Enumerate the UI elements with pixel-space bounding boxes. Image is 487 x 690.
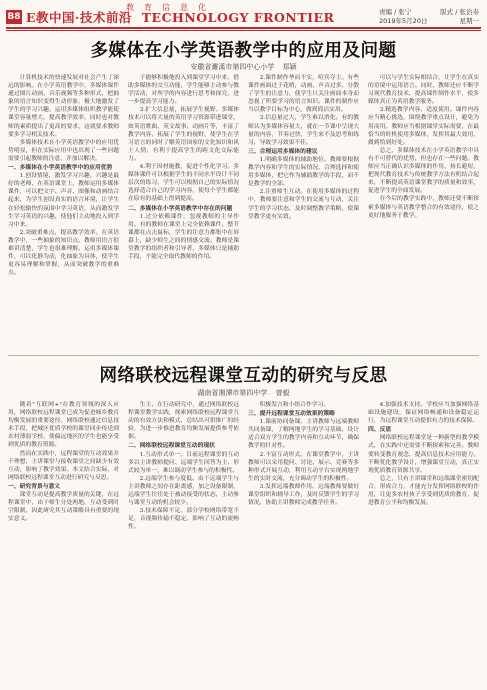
article2-title: 网络联校远程课堂互动的研究与反思 [99,366,388,386]
paragraph: 2.课件制作华而不实，喧宾夺主。有些课件画面过于花哨，动画、声音过多，分散了学生的注意力，使学生只关注画面本身而忽视了所要学习的语言知识。课件的制作应当以教学目标为中心，做到简洁实用。 [248,75,359,114]
paragraph: 生主、在行动研究中，通过网络联校远程课堂教学实践，探索网络联校远程课堂互动的有效方法和模式，总结出可供推广的经验，为进一步推进教育均衡发展提供参考依据。 [128,402,239,441]
designer-credit: 版式 / 张治寿 [440,8,479,16]
series-title: 教育信息化 [126,3,216,12]
paragraph: 然而在实践中，远程课堂的互动效果并不理想，主讲课堂与接收课堂之间缺少有效互动，影响了教学效果。本文结合实际，对网络联校远程课堂互动进行研究与反思。 [8,450,119,481]
header-rule [6,27,481,29]
paragraph: 多媒体技术在小学英语教学中的应用优势明显，但在实际应用中也出现了一些问题需要引起教师的注意，并加以解决。 [8,139,119,162]
section-heading: 一、多媒体在小学英语教学中的应用优势 [8,165,113,172]
article2-byline [0,388,487,398]
article2-column [248,401,359,687]
paragraph: 在今后的教学实践中，教师还要不断探索多媒体与英语教学整合的有效途径，使之更好地服务于教学。 [368,196,479,219]
paragraph: 4.利于因材施教，促进个性化学习。多媒体课件可以根据学生的不同水平设计不同层次的练习，学生可以根据自己的实际情况选择适合自己的学习内容，使每个学生都能在原有的基础上得到提高。 [128,164,239,203]
paragraph: 计算机技术的快速发展对社会产生了深远的影响。在小学英语教学中，多媒体课件通过图片动画、音乐视频等多种形式，把抽象的语言知识变得生动形象，极大地激发了学生的学习兴趣。运用多媒体组织教学能使课堂容量增大，提高教学效率，同时也对教师的素质提出了更高的要求，这就要求教师要多学习相关技术。 [8,75,119,138]
paragraph: 3.发挥远端教师作用。远端教师要做好课堂组织和辅导工作，及时反馈学生的学习情况，协助主讲教师完成教学任务。 [248,483,359,507]
article2-column [128,401,239,687]
article1-byline [0,62,487,72]
issue-weekday: 星期一 [459,17,479,25]
issue-info [379,8,479,26]
paragraph: 1.过分依赖课件，忽视教师的主导作用。有的教师在课堂上完全依赖课件，整节课都在点击鼠标，学生的注意力都集中在屏幕上，缺少师生之间的情感交流。教师是课堂教学的组织者和引导者，多媒体只是辅助手段，不能完全取代教师的作用。 [128,213,239,261]
paragraph: 课堂互动是提高教学质量的关键，在远程课堂中，由于师生分处两地，互动受到时空限制，因此研究其互动策略具有重要的现实意义。 [8,492,119,523]
edition-english: TECHNOLOGY FRONTIER [141,10,335,25]
paragraph: 总之，多媒体技术在小学英语教学中具有不可替代的优势，但也存在一些问题。教师应当正确认识多媒体的作用，扬长避短，把现代教育技术与传统教学方法有机结合起来，不断提高英语课堂教学的质量和效率，促进学生的全面发展。 [368,147,479,195]
header-rule-thin [6,30,481,31]
article1-author: 郑颖 [282,63,297,71]
article1-column [248,74,359,350]
paragraph: 1.创设情境，激发学习兴趣。兴趣是最好的老师，在英语课堂上，教师运用多媒体课件，可以把文字、声音、图像和动画结合起来，为学生创设真实的语言环境，让学生在轻松愉快的氛围中学习英语，从而激发学生学习英语的兴趣，使他们主动地投入到学习中来。 [8,173,119,228]
article2-author: 曾毅 [275,389,290,397]
article1-column [8,74,119,350]
article1-column [128,74,239,350]
section-heading: 一、研究背景与意义 [8,483,61,490]
section-heading: 三、提升远程课堂互动效果的策略 [248,411,335,418]
edition-title [26,8,334,26]
article1-title: 多媒体在小学英语教学中的应用及问题 [90,41,397,61]
article1-body [8,74,479,350]
paragraph: 2.突破重难点，提高教学效率。在英语教学中，一些抽象的知识点，教师用语言很难讲清楚，学生也很难理解。运用多媒体课件，可以化静为动，化抽象为具体，使学生更容易理解和掌握，从而突破教学的重难点。 [8,229,119,277]
paragraph: 可以与学生实际相结合，让学生在真实的语境中运用语言。同时，教师还应不断学习现代教育技术，提高课件制作水平，使多媒体真正为英语教学服务。 [368,75,479,106]
edition-name: E教中国·技术前沿 [26,10,132,25]
page-number-badge: B8 [7,12,21,22]
article2-column [8,401,119,687]
paragraph: 总之，只有主讲课堂和远端课堂密切配合，形成合力，才能充分发挥网络联校的作用，让更多农村孩子享受到优质的教育，促进教育公平和均衡发展。 [368,475,479,507]
paragraph: 4.加强技术支持。学校应当加强网络基础设施建设，保证网络畅通和设备稳定运行，为远程课堂互动提供有力的技术保障。 [368,402,479,425]
editor-credit: 责编 / 张宁 [379,8,412,16]
paragraph: 2.远端学生参与度低。由于远端学生与主讲教师之间存在距离感，加之设备限制，远端学生往往处于被动接受的状态，主动参与课堂互动的机会较少。 [128,475,239,507]
article2-school: 湖南省湘潭市第四中学 [197,389,268,397]
paragraph: 1.明确多媒体的辅助地位。教师要根据教学内容和学生的实际情况，合理选择和使用多媒体，把它作为辅助教学的手段，而不是教学的全部。 [248,156,359,188]
issue-date: 2019年5月20日 [379,17,428,25]
masthead [0,0,487,36]
paragraph: 子能够积极地投入到课堂学习中来。借助多媒体的交互功能，学生能够主动参与教学活动，对所学的内容进行思考和探究，进一步提高学习能力。 [128,75,239,106]
article-divider [8,355,479,356]
section-heading: 三、合理运用多媒体的建议 [248,148,318,155]
paragraph: 3.技术保障不足。部分学校网络带宽不足，音视频传输不稳定，影响了互动的流畅性。 [128,508,239,531]
paragraph: 3.扩大信息量，拓展学生视野。多媒体技术可以将大量的英语学习资源带进课堂，如英语歌曲、英文故事、动画片等，丰富了教学内容，拓展了学生的视野，使学生在学习语言的同时了解英语国家的文化知识和风土人情，有利于提高学生的跨文化交际能力。 [128,107,239,162]
article2-column [368,401,479,687]
section-heading: 二、多媒体在小学英语教学中存在的问题 [128,205,233,212]
paragraph: 积极发言和小组合作学习。 [259,402,330,408]
paragraph: 1.课前协同备课。主讲教师与远端教师共同备课，了解两地学生的学习基础，设计适合双方学生的教学内容和互动环节，确保教学的针对性。 [248,419,359,450]
paragraph: 3.精选教学内容，适度使用。课件内容应当精心挑选，围绕教学重点设计，避免为用而用。教师应当根据课堂实际需要，在最恰当的时机使用多媒体，发挥其最大效用，做到恰到好处。 [368,107,479,146]
section-heading: 二、网络联校远程课堂互动的现状 [128,443,215,450]
article2-body [8,401,479,687]
paragraph: 网络联校远程课堂是一种新型的教学模式，在实践中还需要不断探索和完善。教师要转变教育观念，提高信息技术应用能力，不断优化教学设计，增强课堂互动，真正实现优质教育资源共享。 [368,435,479,474]
paragraph: 1.互动形式单一。目前远程课堂的互动多以主讲教师提问、远端学生回答为主，形式较为单一，难以调动学生参与的积极性。 [128,451,239,474]
paragraph: 随着"互联网+"在教育领域的深入应用，网络联校远程课堂已成为促进城乡教育均衡发展的重要途径。网络联校通过信息技术手段，把城区优质学校的课堂同步传送到农村薄弱学校，使偏远地区的学生也能享受到优质的教育资源。 [8,402,119,449]
paragraph: 2.注重师生互动。在使用多媒体的过程中，教师要注意和学生的交流与互动，关注学生的学习状态，及时调整教学策略，使课堂教学更有实效。 [248,189,359,220]
paragraph: 3.信息量过大，学生难以消化。有的教师认为多媒体容量大，就在一节课中呈现大量的内容，节奏过快，学生来不及思考和练习，导致学习效果不佳。 [248,115,359,146]
article1-school: 安徽省濉溪市第四中心小学 [190,63,275,71]
paragraph: 2.丰富互动形式。在课堂教学中，主讲教师可以采用提问、讨论、展示、竞赛等多种形式开展互动，利用互动平台实现两地学生的实时交流，充分调动学生的积极性。 [248,451,359,482]
article1-column [368,74,479,350]
section-heading: 四、反思 [368,427,392,434]
